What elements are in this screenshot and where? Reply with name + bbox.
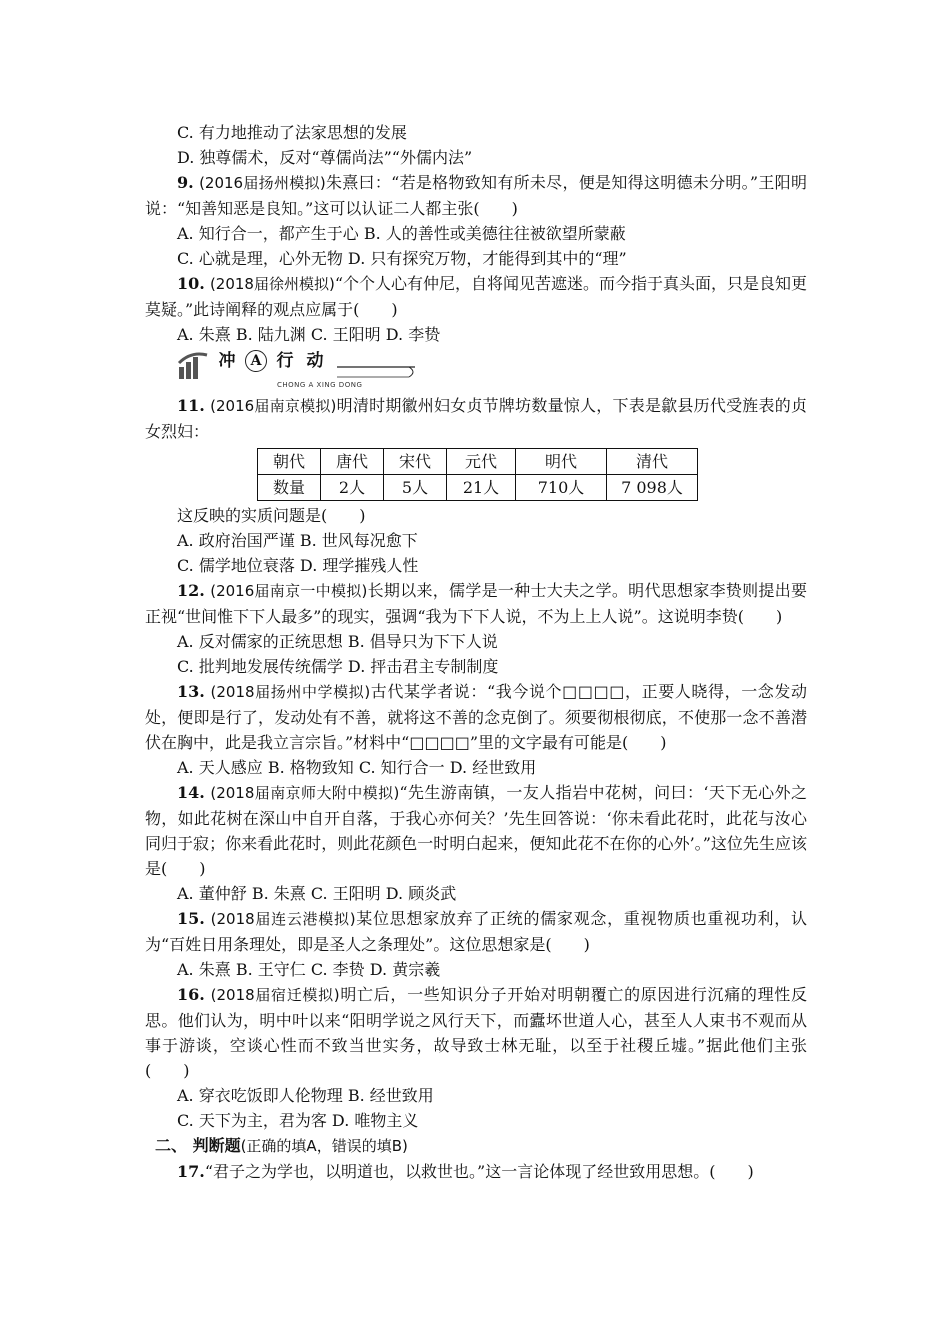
- section-heading: [145, 1133, 807, 1159]
- question-stem: 某位思想家放弃了正统的儒家观念，重视物质也重视功利，认为“百姓日用条理处，即是圣人之条理处”。这位思想家是( ): [145, 909, 807, 954]
- banner-title: [215, 349, 327, 374]
- q16-options-ab: A. 穿衣吃饭即人伦物理 B. 经世致用: [177, 1086, 434, 1105]
- question-stem: 长期以来，儒学是一种士大夫之学。明代思想家李贽则提出要正视“世间惟下下人最多”的现实，强调“我为下下人说，不为上上人说”。这说明李贽( ): [145, 581, 807, 626]
- question-15: [145, 906, 807, 957]
- question-number: 13.: [177, 682, 205, 701]
- banner-char: 动: [306, 351, 324, 371]
- table-cell: 明代: [516, 449, 607, 475]
- table-cell: 710人: [516, 475, 607, 501]
- question-stem: 古代某学者说：“我今说个□□□□，正要人晓得，一念发动处，便即是行了，发动处有不善，就将这不善的念克倒了。须要彻根彻底，不使那一念不善潜伏在胸中，此是我立言宗旨。”材料中“□□□□”里的文字最有可能是( ): [145, 682, 807, 752]
- banner-char: 行: [276, 351, 294, 371]
- question-source: (2018届徐州模拟): [209, 275, 335, 293]
- table-cell: 唐代: [321, 449, 384, 475]
- q13-options: A. 天人感应 B. 格物致知 C. 知行合一 D. 经世致用: [177, 758, 537, 777]
- banner-char-circled: A: [245, 350, 267, 372]
- table-cell: 宋代: [384, 449, 447, 475]
- question-source: (2016届南京一中模拟): [210, 582, 368, 600]
- question-source: (2018届南京师大附中模拟): [210, 784, 400, 802]
- question-source: (2016届扬州模拟): [199, 174, 326, 192]
- table-cell: 5人: [384, 475, 447, 501]
- question-source: (2018届宿迁模拟): [210, 986, 340, 1004]
- question-16: [145, 982, 807, 1083]
- question-source: (2016届南京模拟): [210, 397, 337, 415]
- question-10: [145, 271, 807, 322]
- question-17: [145, 1159, 807, 1184]
- question-12: [145, 578, 807, 629]
- question-stem: “个个人心有仲尼，自将闻见苦遮迷。而今指于真头面，只是良知更莫疑。”此诗阐释的观点应属于( ): [145, 274, 808, 319]
- q11-options-ab: A. 政府治国严谨 B. 世风每况愈下: [177, 531, 418, 550]
- table-cell: 数量: [258, 475, 321, 501]
- question-number: 15.: [177, 909, 205, 928]
- q11-options-cd: C. 儒学地位衰落 D. 理学摧残人性: [177, 556, 419, 575]
- question-stem: 明亡后，一些知识分子开始对明朝覆亡的原因进行沉痛的理性反思。他们认为，明中叶以来“阳明学说之风行天下，而蠹坏世道人心，甚至人人束书不观而从事于游谈，空谈心性而不致当世实务，故导致士林无耻，以至于社稷丘墟。”据此他们主张( ): [145, 985, 807, 1080]
- table-row: [258, 475, 698, 501]
- question-11: [145, 393, 807, 444]
- question-source: (2018届扬州中学模拟): [210, 683, 371, 701]
- q15-options: A. 朱熹 B. 王守仁 C. 李贽 D. 黄宗羲: [177, 960, 441, 979]
- table-cell: 清代: [607, 449, 698, 475]
- table-cell: 21人: [447, 475, 516, 501]
- banner-char: 冲: [218, 351, 236, 371]
- q11-stem2: 这反映的实质问题是( ): [177, 506, 366, 525]
- q9-options-cd: C. 心就是理，心外无物 D. 只有探究万物，才能得到其中的“理”: [177, 249, 627, 268]
- section-note: (正确的填A，错误的填B): [240, 1137, 408, 1155]
- q16-options-cd: C. 天下为主，君为客 D. 唯物主义: [177, 1111, 419, 1130]
- q8-option-c: C. 有力地推动了法家思想的发展: [177, 123, 407, 142]
- question-13: [145, 679, 807, 755]
- q14-options: A. 董仲舒 B. 朱熹 C. 王阳明 D. 顾炎武: [177, 884, 457, 903]
- question-number: 14.: [177, 783, 205, 802]
- table-cell: 朝代: [258, 449, 321, 475]
- question-number: 10.: [177, 274, 205, 293]
- question-number: 16.: [177, 985, 205, 1004]
- question-stem: 明清时期徽州妇女贞节牌坊数量惊人，下表是歙县历代受旌表的贞女烈妇：: [145, 396, 807, 441]
- table-header-row: [258, 449, 698, 475]
- q8-option-d: D. 独尊儒术，反对“尊儒尚法”“外儒内法”: [177, 148, 473, 167]
- table-cell: 2人: [321, 475, 384, 501]
- question-stem: “君子之为学也，以明道也，以救世也。”这一言论体现了经世致用思想。( ): [204, 1162, 754, 1181]
- banner-subtitle: CHONG A XING DONG: [277, 381, 363, 389]
- question-number: 12.: [177, 581, 205, 600]
- section-banner: [177, 349, 807, 389]
- table-cell: 元代: [447, 449, 516, 475]
- q10-options: A. 朱熹 B. 陆九渊 C. 王阳明 D. 李贽: [177, 325, 441, 344]
- question-stem: 朱熹曰：“若是格物致知有所未尽，便是知得这明德未分明。”王阳明说：“知善知恶是良知。”这可以认证二人都主张( ): [145, 173, 807, 218]
- question-14: [145, 780, 807, 881]
- question-number: 9.: [177, 173, 194, 192]
- question-source: (2018届连云港模拟): [210, 910, 356, 928]
- question-9: [145, 170, 807, 221]
- table-cell: 7 098人: [607, 475, 698, 501]
- document-page: [145, 120, 807, 1184]
- question-stem: “先生游南镇，一友人指岩中花树，问曰：‘天下无心外之物，如此花树在深山中自开自落，于我心亦何关？’先生回答说：‘你未看此花时，此花与汝心同归于寂；你来看此花时，则此花颜色一时明白起来，便知此花不在你的心外’。”这位先生应该是( ): [145, 783, 807, 878]
- question-number: 17.: [177, 1162, 205, 1181]
- section-title: 二、 判断题: [155, 1136, 241, 1155]
- q9-options-ab: A. 知行合一，都产生于心 B. 人的善性或美德往往被欲望所蒙蔽: [177, 224, 626, 243]
- question-number: 11.: [177, 396, 205, 415]
- q12-options-ab: A. 反对儒家的正统思想 B. 倡导只为下下人说: [177, 632, 498, 651]
- chastity-table: [257, 448, 698, 501]
- q12-options-cd: C. 批判地发展传统儒学 D. 抨击君主专制制度: [177, 657, 499, 676]
